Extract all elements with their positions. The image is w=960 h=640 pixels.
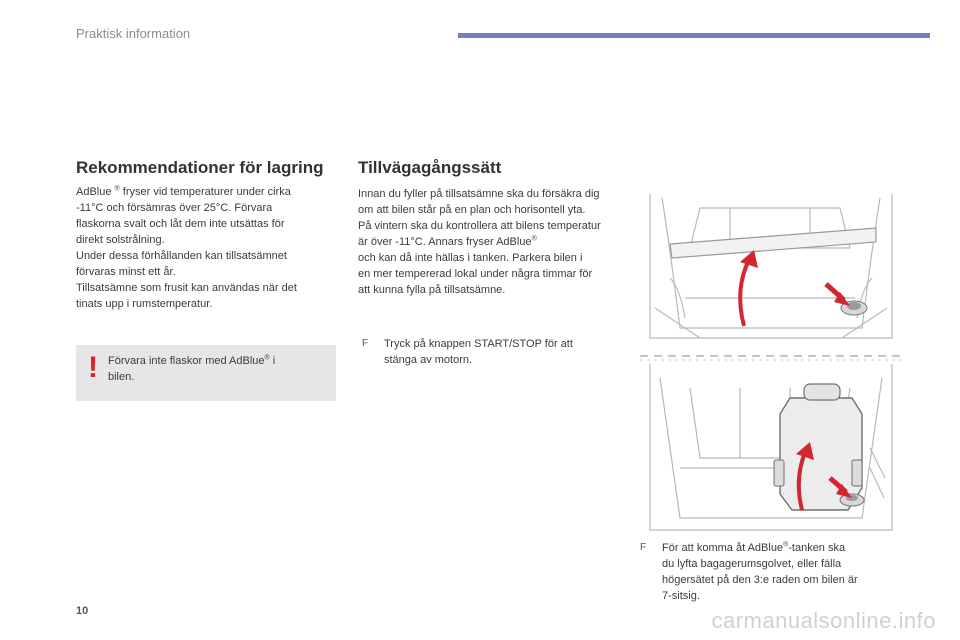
- procedure-line-6: en mer tempererad lokal under några timmar för: [358, 268, 593, 280]
- procedure-text: [358, 186, 628, 298]
- storage-line-5: Under dessa förhållanden kan tillsatsämnet: [76, 250, 287, 262]
- procedure-line-4: är över -11°C. Annars fryser AdBlue®: [358, 235, 537, 248]
- storage-text: [76, 184, 346, 312]
- bullet-icon: F: [362, 338, 369, 349]
- folded-seat: [780, 398, 862, 510]
- parcel-shelf: [670, 228, 876, 258]
- storage-line-7: Tillsatsämne som frusit kan användas när det: [76, 282, 297, 294]
- procedure-line-5: och kan då inte hällas i tanken. Parkera bilen i: [358, 252, 583, 264]
- warning-box: [76, 345, 336, 401]
- section-title: Praktisk information: [76, 26, 191, 41]
- procedure-line-1: Innan du fyller på tillsatsämne ska du försäkra dig: [358, 188, 600, 200]
- storage-line-6: förvaras minst ett år.: [76, 266, 176, 278]
- storage-line-4: direkt solstrålning.: [76, 234, 165, 246]
- header-accent-bar: [458, 33, 930, 38]
- storage-line-8: tinats upp i rumstemperatur.: [76, 298, 213, 310]
- storage-heading: Rekommendationer för lagring: [76, 158, 324, 177]
- procedure-line-7: att kunna fylla på tillsatsämne.: [358, 284, 506, 296]
- lift-arrow-icon: [740, 258, 750, 326]
- warning-text: Förvara inte flaskor med AdBlue® i bilen.: [108, 354, 276, 383]
- bullet-icon: F: [640, 542, 647, 553]
- watermark: carmanualsonline.info: [711, 608, 936, 633]
- storage-line-2: -11°C och försämras över 25°C. Förvara: [76, 202, 273, 214]
- procedure-line-3: På vintern ska du kontrollera att bilens temperatur: [358, 220, 601, 232]
- car-trunk-illustration: [640, 188, 902, 532]
- procedure-line-2: om att bilen står på en plan och horisontell yta.: [358, 204, 586, 216]
- storage-line-1: AdBlue ® fryser vid temperaturer under cirka: [76, 185, 291, 198]
- warning-icon: !: [88, 351, 98, 384]
- storage-line-3: flaskorna svalt och låt dem inte utsättas för: [76, 218, 285, 230]
- step-stop-engine: F Tryck på knappen START/STOP för att stänga av motorn.: [362, 338, 573, 366]
- page-number: 10: [76, 605, 89, 617]
- procedure-heading: Tillvägagångssätt: [358, 158, 502, 177]
- step-access-tank: F För att komma åt AdBlue®-tanken ska du lyfta bagagerumsgolvet, eller fälla högersätet på den 3:e raden om bilen är 7-sitsig.: [640, 541, 858, 602]
